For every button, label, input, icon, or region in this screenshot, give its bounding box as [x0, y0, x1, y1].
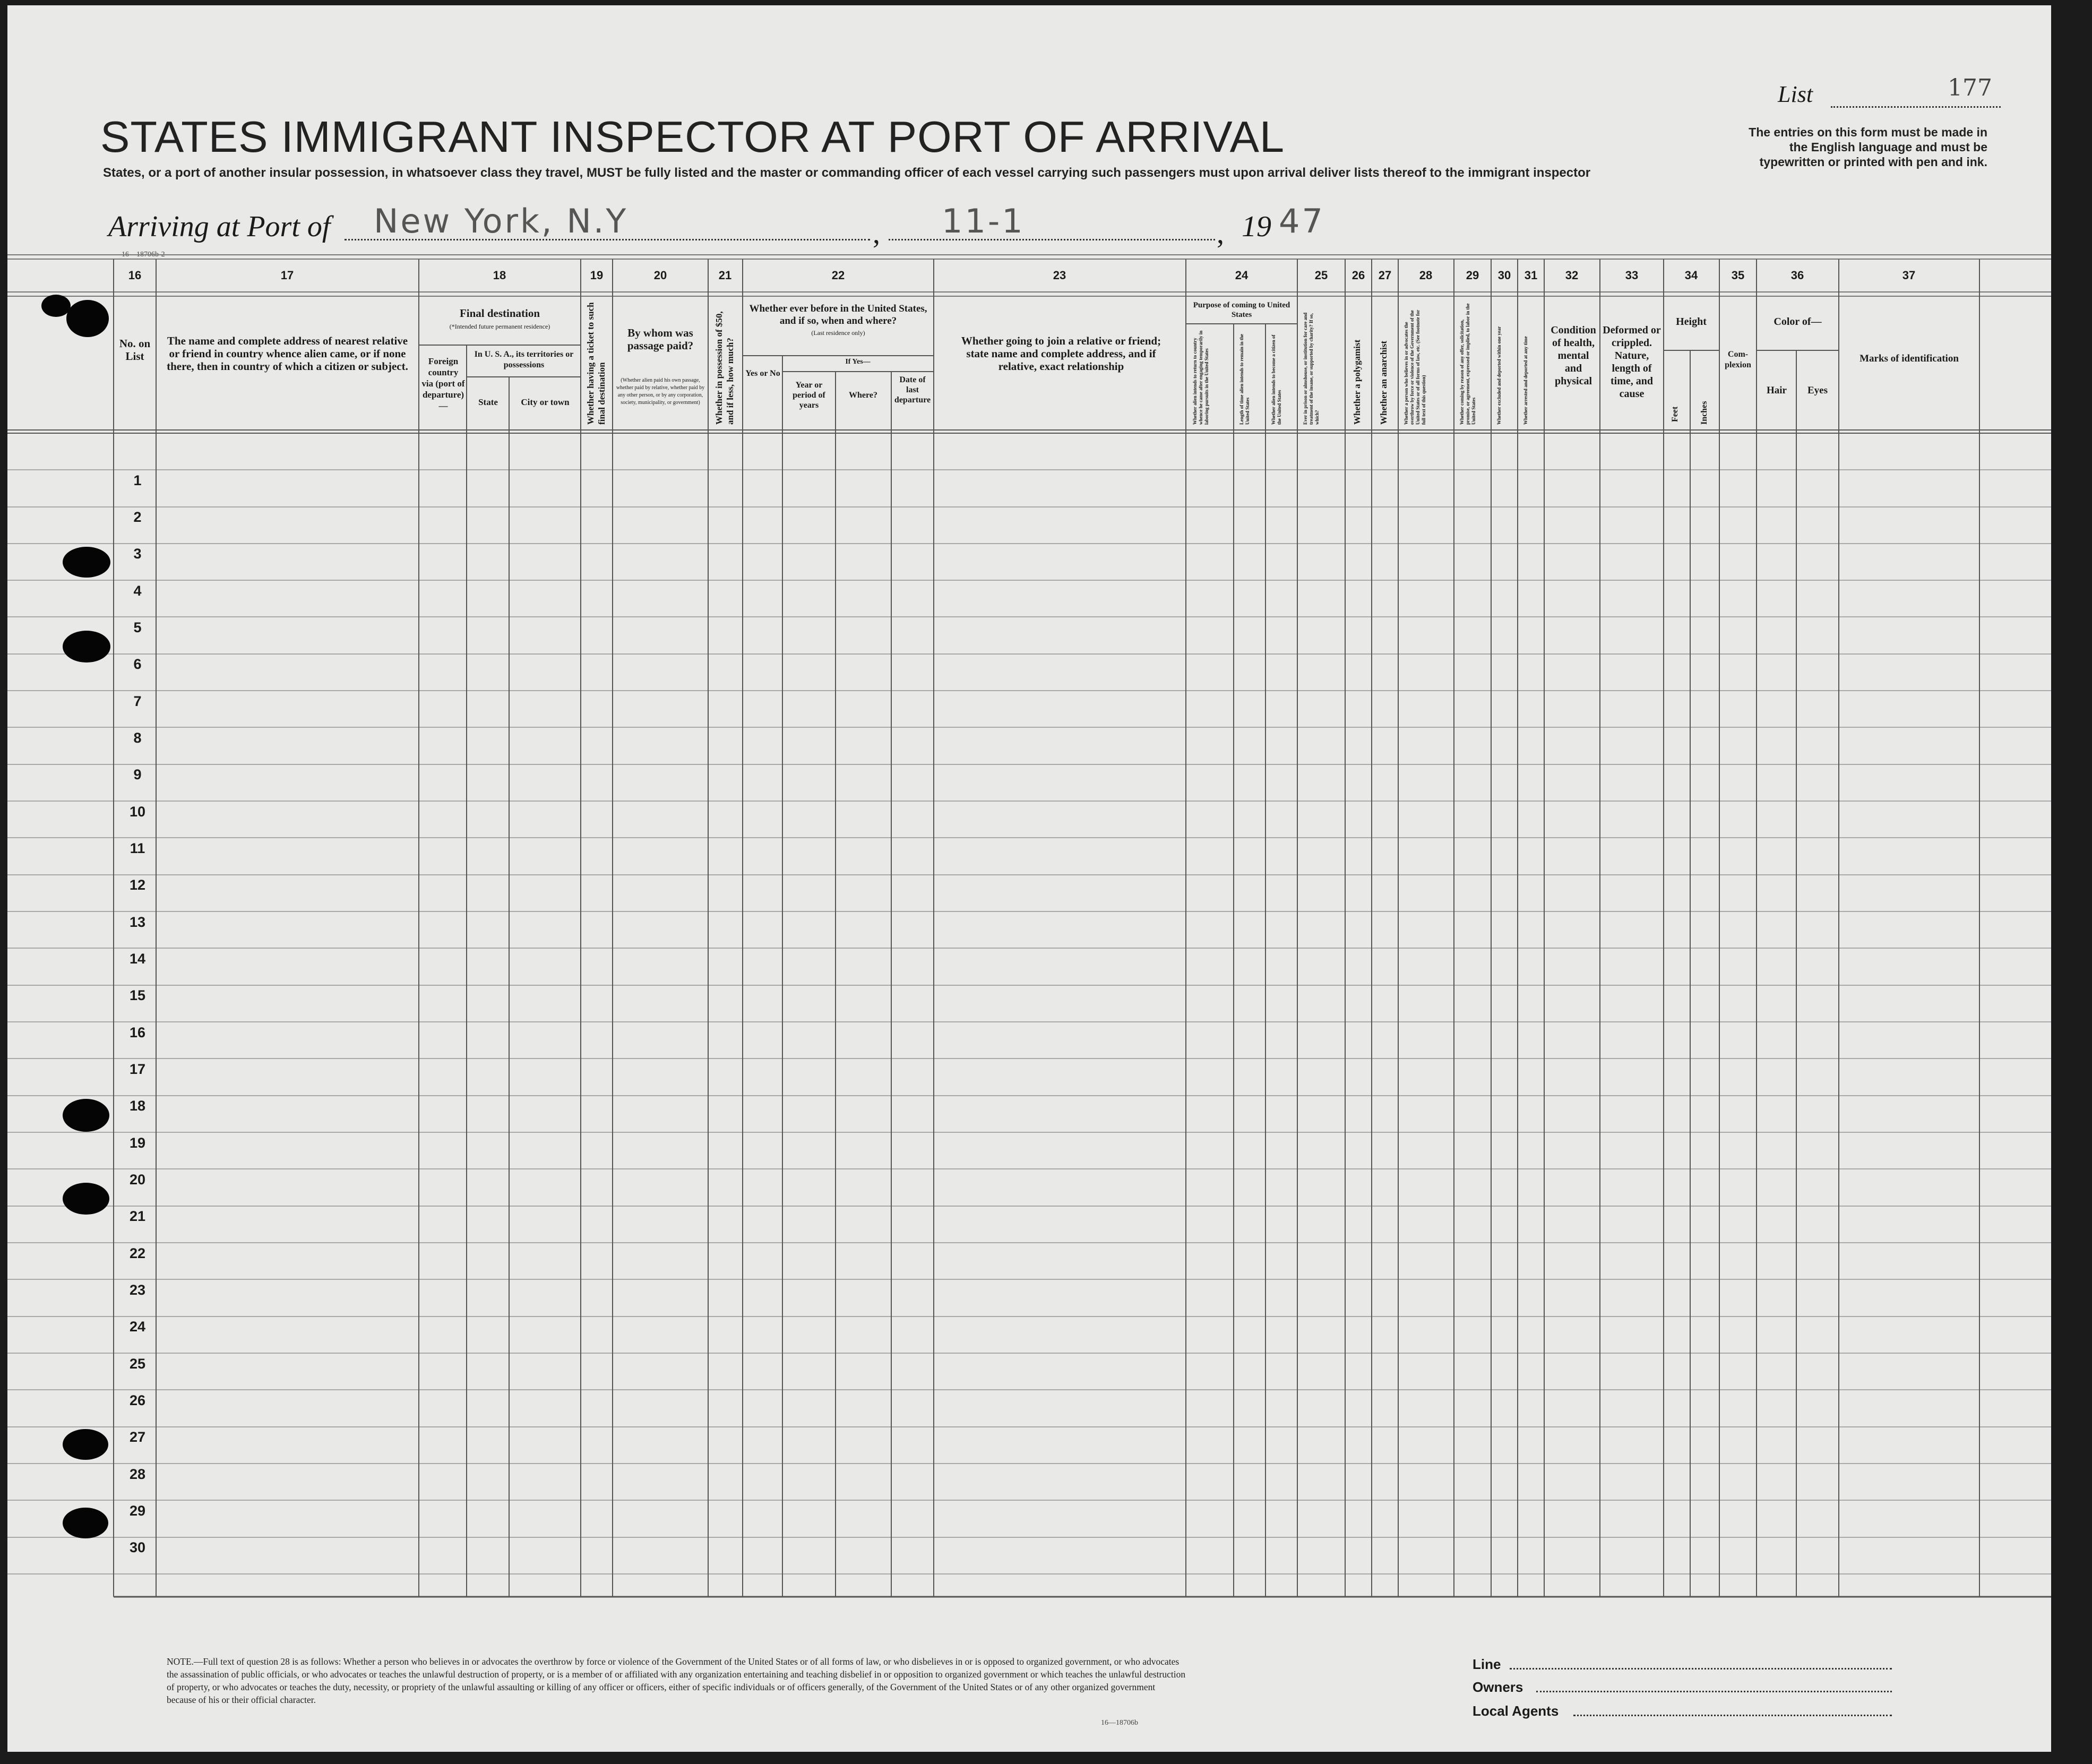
row-number: 9 [133, 767, 142, 782]
col-28-number: 28 [1419, 269, 1433, 282]
col-18-city: City or town [521, 397, 570, 407]
row-number: 25 [129, 1356, 146, 1372]
punch-hole [63, 547, 110, 578]
col-23-number: 23 [1053, 269, 1066, 282]
col-24-number: 24 [1235, 269, 1249, 282]
col-27-number: 27 [1378, 269, 1392, 282]
col-35-header: Com-plexion [1725, 350, 1751, 369]
col-33-header: Deformed or crippled. Nature, length of time, and cause [1603, 324, 1661, 400]
col-21-number: 21 [718, 269, 732, 282]
col-27-header: Whether an anarchist [1379, 340, 1389, 425]
row-number: 20 [129, 1172, 146, 1188]
col-17-header: The name and complete address of nearest relative or friend in country whence alien came, or if none there, then in country of which a citizen or subject. [167, 334, 408, 373]
footer-form-number: 16—18706b [1101, 1719, 1138, 1727]
col-36-hair: Hair [1767, 385, 1787, 396]
entries-note: The entries on this form must be made in the English language and must be typewritten or printed with pen and ink. [1749, 125, 1987, 169]
col-30-header: Whether excluded and deported within one year [1496, 326, 1502, 425]
col-37-header: Marks of identification [1859, 353, 1959, 364]
row-number: 21 [129, 1208, 146, 1224]
list-label: List [1778, 81, 1813, 107]
col-36-eyes: Eyes [1807, 385, 1828, 396]
punch-hole [63, 1183, 109, 1215]
row-number: 23 [129, 1282, 146, 1298]
row-number: 15 [129, 987, 146, 1003]
row-number: 17 [129, 1061, 146, 1077]
col-24-header: Purpose of coming to United States [1193, 301, 1290, 319]
col-34-feet: Feet [1671, 406, 1680, 422]
col-29-header: Whether coming by reason of any offer, solicitation, promise, or agreement, expressed or implied, to labor in the United States [1459, 303, 1476, 425]
col-31-header: Whether arrested and deported at any time [1523, 336, 1528, 425]
row-number: 24 [129, 1319, 146, 1335]
year-prefix: 19 [1242, 210, 1271, 243]
row-number: 7 [133, 693, 142, 709]
line-label: Line [1473, 1656, 1501, 1672]
col-18-usa: In U. S. A., its territories or possessions [474, 350, 574, 369]
form-subtitle: States, or a port of another insular possession, in whatsoever class they travel, MUST be fully listed and the master or commanding officer of each vessel carrying such passengers must upon arrival deliver lists thereof to the immigrant inspector [103, 166, 1591, 180]
row-number: 2 [133, 509, 142, 525]
punch-hole [41, 295, 71, 317]
col-22-years: Year or period of years [793, 381, 825, 410]
owners-label: Owners [1473, 1679, 1523, 1695]
punch-hole [63, 1508, 108, 1538]
col-22-yes-no: Yes or No [745, 369, 780, 378]
row-number: 26 [129, 1392, 146, 1408]
col-24-sub-return: Whether alien intends to return to country whence he came after engaging temporarily in laboring pursuits in the United States [1192, 330, 1209, 425]
col-20-header: By whom was passage paid? [627, 326, 694, 352]
col-31-number: 31 [1524, 269, 1538, 282]
col-18-state: State [478, 397, 498, 407]
col-26-number: 26 [1351, 269, 1365, 282]
row-number: 18 [129, 1098, 146, 1114]
col-36-header: Color of— [1774, 316, 1822, 328]
row-number: 6 [133, 656, 142, 672]
port-handwritten: New York, N.Y [374, 202, 629, 240]
row-number: 13 [129, 914, 146, 930]
row-number: 28 [129, 1466, 146, 1482]
col-17-number: 17 [280, 269, 294, 282]
punch-hole [63, 1099, 109, 1132]
col-34-number: 34 [1684, 269, 1698, 282]
col-22-date: Date of last departure [894, 375, 931, 405]
col-34-inches: Inches [1700, 401, 1709, 425]
col-19-number: 19 [590, 269, 604, 282]
list-number: 177 [1948, 74, 1992, 101]
col-25-header: Ever in prison or almshouse, or institution for care and treatment of the insane, or supported by charity? If so, which? [1303, 312, 1320, 425]
col-20-number: 20 [653, 269, 667, 282]
col-35-number: 35 [1731, 269, 1745, 282]
col-18-note: (*Intended future permanent residence) [449, 323, 550, 330]
col-24-sub-length: Length of time alien intends to remain in the United States [1239, 334, 1250, 425]
row-number: 10 [129, 804, 146, 820]
punch-hole [66, 300, 109, 337]
row-number: 30 [129, 1539, 146, 1555]
row-number: 8 [133, 730, 142, 746]
col-18-number: 18 [493, 269, 506, 282]
form-number: 16—18706b-2 [122, 251, 165, 259]
col-22-note: (Last residence only) [811, 329, 865, 337]
row-number: 16 [129, 1025, 146, 1040]
col-22-where: Where? [849, 391, 877, 400]
col-18-foreign: Foreign country via (port of departure)— [421, 356, 465, 411]
col-25-number: 25 [1314, 269, 1328, 282]
col-18-header: Final destination [459, 307, 540, 320]
col-30-number: 30 [1497, 269, 1511, 282]
row-number: 4 [133, 583, 142, 599]
row-number: 5 [133, 619, 142, 635]
col-23-header: Whether going to join a relative or friend; state name and complete address, and if relative, exact relationship [961, 334, 1161, 373]
punch-hole [63, 1429, 108, 1460]
row-number: 27 [129, 1429, 146, 1445]
row-number: 29 [129, 1503, 146, 1519]
col-29-number: 29 [1466, 269, 1479, 282]
col-21-header: Whether in possession of $50, and if less, how much? [714, 311, 735, 425]
col-37-number: 37 [1902, 269, 1916, 282]
row-number: 22 [129, 1245, 146, 1261]
row-number: 14 [129, 951, 146, 967]
line-dotted [1510, 1668, 1892, 1670]
comma-separator-2: , [1217, 217, 1224, 250]
manifest-sheet [7, 5, 2051, 1752]
manifest-grid [7, 5, 2051, 1752]
form-title: STATES IMMIGRANT INSPECTOR AT PORT OF ARRIVAL [100, 112, 1285, 161]
col-19-header: Whether having a ticket to such final destination [586, 302, 607, 425]
col-26-header: Whether a polygamist [1352, 339, 1362, 425]
row-number: 11 [130, 840, 145, 856]
row-number: 12 [129, 877, 146, 893]
col-33-number: 33 [1625, 269, 1639, 282]
arriving-label: Arriving at Port of [108, 210, 331, 243]
col-36-number: 36 [1790, 269, 1804, 282]
owners-dotted [1536, 1691, 1892, 1692]
col-22-number: 22 [831, 269, 845, 282]
col-24-sub-citizen: Whether alien intends to become a citizen of the United States [1271, 334, 1282, 425]
footnote-question-28: NOTE.—Full text of question 28 is as follows: Whether a person who believes in or advocates the overthrow by force or violence of the Government of the United States or of all forms of law, or who disbelieves in or is opposed to organized government, or who advocates the assassination of public officials, or who advocates or teaches the unlawful destruction of property, or is a member of or affiliated with any organization entertaining and teaching disbelief in or opposition to organized government or which teaches the unlawful destruction of property, or who advocates or teaches the duty, necessity, or propriety of the unlawful assaulting or killing of any officer or officers, either of specific individuals or of officers generally, of the Government of the United States or of any other organized government because of his or their official character. [167, 1656, 1186, 1705]
row-number: 1 [133, 472, 142, 488]
col-16-header: No. on List [119, 337, 151, 363]
date-handwritten: 11-1 [942, 202, 1025, 240]
row-number: 3 [133, 546, 142, 562]
col-32-header: Condition of health, mental and physical [1551, 324, 1596, 387]
col-20-note: (Whether alien paid his own passage, whether paid by relative, whether paid by any other person, or by any corporation, society, municipality, or government) [616, 377, 705, 406]
comma-separator: , [873, 217, 880, 250]
col-28-header: Whether a person who believes in or advocates the overthrow by force or violence of the Government of the United States or of all forms of law, etc. (See footnote for full text of this question) [1404, 309, 1426, 425]
col-22-if-yes: If Yes— [845, 358, 871, 366]
local-agents-label: Local Agents [1473, 1703, 1559, 1719]
year-handwritten: 47 [1279, 202, 1325, 240]
local-agents-dotted [1573, 1715, 1892, 1716]
punch-hole [63, 631, 110, 662]
col-32-number: 32 [1565, 269, 1579, 282]
row-number: 19 [129, 1135, 146, 1151]
col-22-header: Whether ever before in the United States, and if so, when and where? [749, 303, 927, 326]
col-34-header: Height [1676, 316, 1707, 328]
col-16-number: 16 [128, 269, 142, 282]
